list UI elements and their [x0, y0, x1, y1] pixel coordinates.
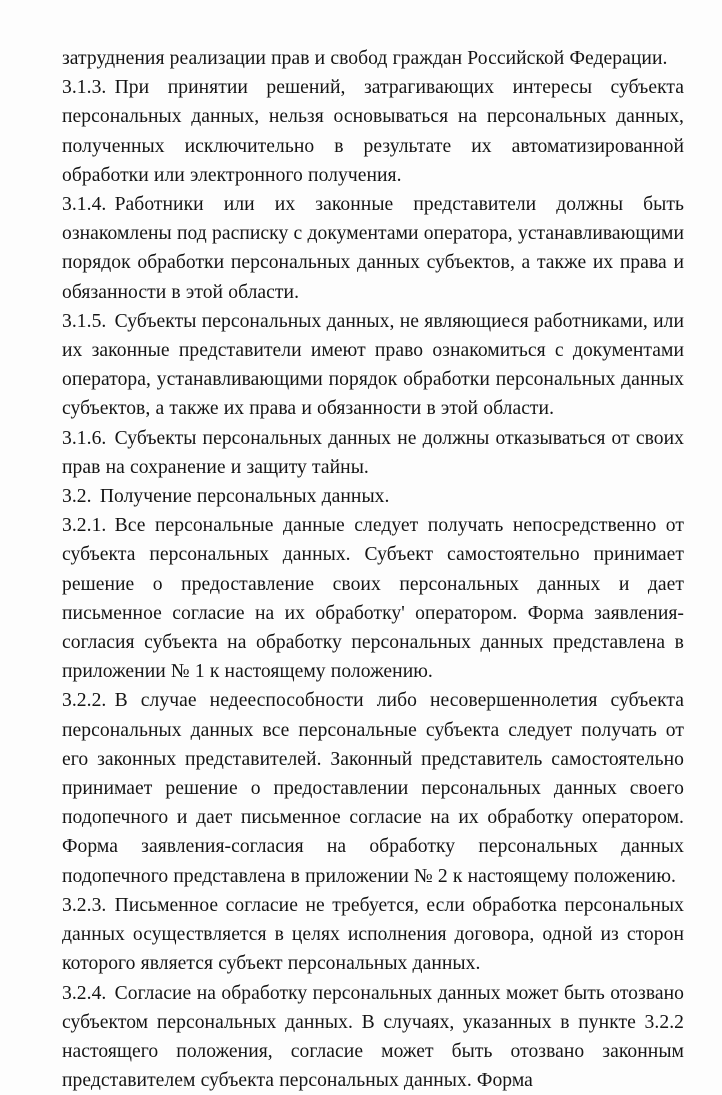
paragraph-text: Согласие на обработку персональных данных может быть отозвано субъектом персональных данных. В случаях, указанных в пункте 3.2.2 настоящего положения, согласие может быть отозвано законным представителем субъекта персональных данных. Форма	[62, 983, 684, 1092]
document-text-column	[62, 44, 684, 1095]
paragraph-text: Работники или их законные представители должны быть ознакомлены под расписку с документами оператора, устанавливающими порядок обработки персональных данных субъектов, а также их права и обязанности в этой области.	[62, 194, 684, 303]
document-paragraph	[62, 424, 684, 482]
paragraph-number: 3.1.5.	[62, 311, 106, 332]
paragraph-number: 3.2.2.	[62, 690, 106, 711]
paragraph-text: Все персональные данные следует получать непосредственно от субъекта персональных данных. Субъект самостоятельно принимает решение о предоставление своих персональных данных и дает письменное согласие на их обработку' оператором. Форма заявления-согласия субъекта на обработку персональных данных представлена в приложении № 1 к настоящему положению.	[62, 515, 684, 682]
document-paragraph	[62, 44, 684, 73]
paragraph-text: Получение персональных данных.	[100, 486, 390, 507]
document-paragraph	[62, 307, 684, 424]
document-paragraph	[62, 511, 684, 686]
paragraph-number: 3.1.3.	[62, 77, 106, 98]
paragraph-text: Письменное согласие не требуется, если обработка персональных данных осуществляется в целях исполнения договора, одной из сторон которого является субъект персональных данных.	[62, 895, 684, 974]
paragraph-text: При принятии решений, затрагивающих интересы субъекта персональных данных, нельзя основываться на персональных данных, полученных исключительно в результате их автоматизированной обработки или электронного получения.	[62, 77, 684, 186]
document-paragraph	[62, 891, 684, 979]
paragraph-text: Субъекты персональных данных не должны отказываться от своих прав на сохранение и защиту тайны.	[62, 428, 684, 478]
paragraph-text: затруднения реализации прав и свобод граждан Российской Федерации.	[62, 48, 667, 69]
paragraph-number: 3.1.4.	[62, 194, 106, 215]
paragraph-number: 3.2.	[62, 486, 92, 507]
document-paragraph	[62, 482, 684, 511]
document-paragraph	[62, 73, 684, 190]
paragraph-number: 3.2.3.	[62, 895, 106, 916]
paragraph-number: 3.2.4.	[62, 983, 106, 1004]
document-paragraph	[62, 190, 684, 307]
paragraph-text: Субъекты персональных данных, не являющиеся работниками, или их законные представители имеют право ознакомиться с документами оператора, устанавливающими порядок обработки персональных данных субъектов, а также их права и обязанности в этой области.	[62, 311, 684, 420]
paragraph-number: 3.2.1.	[62, 515, 106, 536]
paragraph-text: В случае недееспособности либо несовершеннолетия субъекта персональных данных все персональные субъекта следует получать от его законных представителей. Законный представитель самостоятельно принимает решение о предоставлении персональных данных своего подопечного и дает письменное согласие на их обработку оператором. Форма заявления-согласия на обработку персональных данных подопечного представлена в приложении № 2 к настоящему положению.	[62, 690, 684, 886]
document-paragraph	[62, 686, 684, 890]
document-paragraph	[62, 979, 684, 1095]
paragraph-number: 3.1.6.	[62, 428, 106, 449]
